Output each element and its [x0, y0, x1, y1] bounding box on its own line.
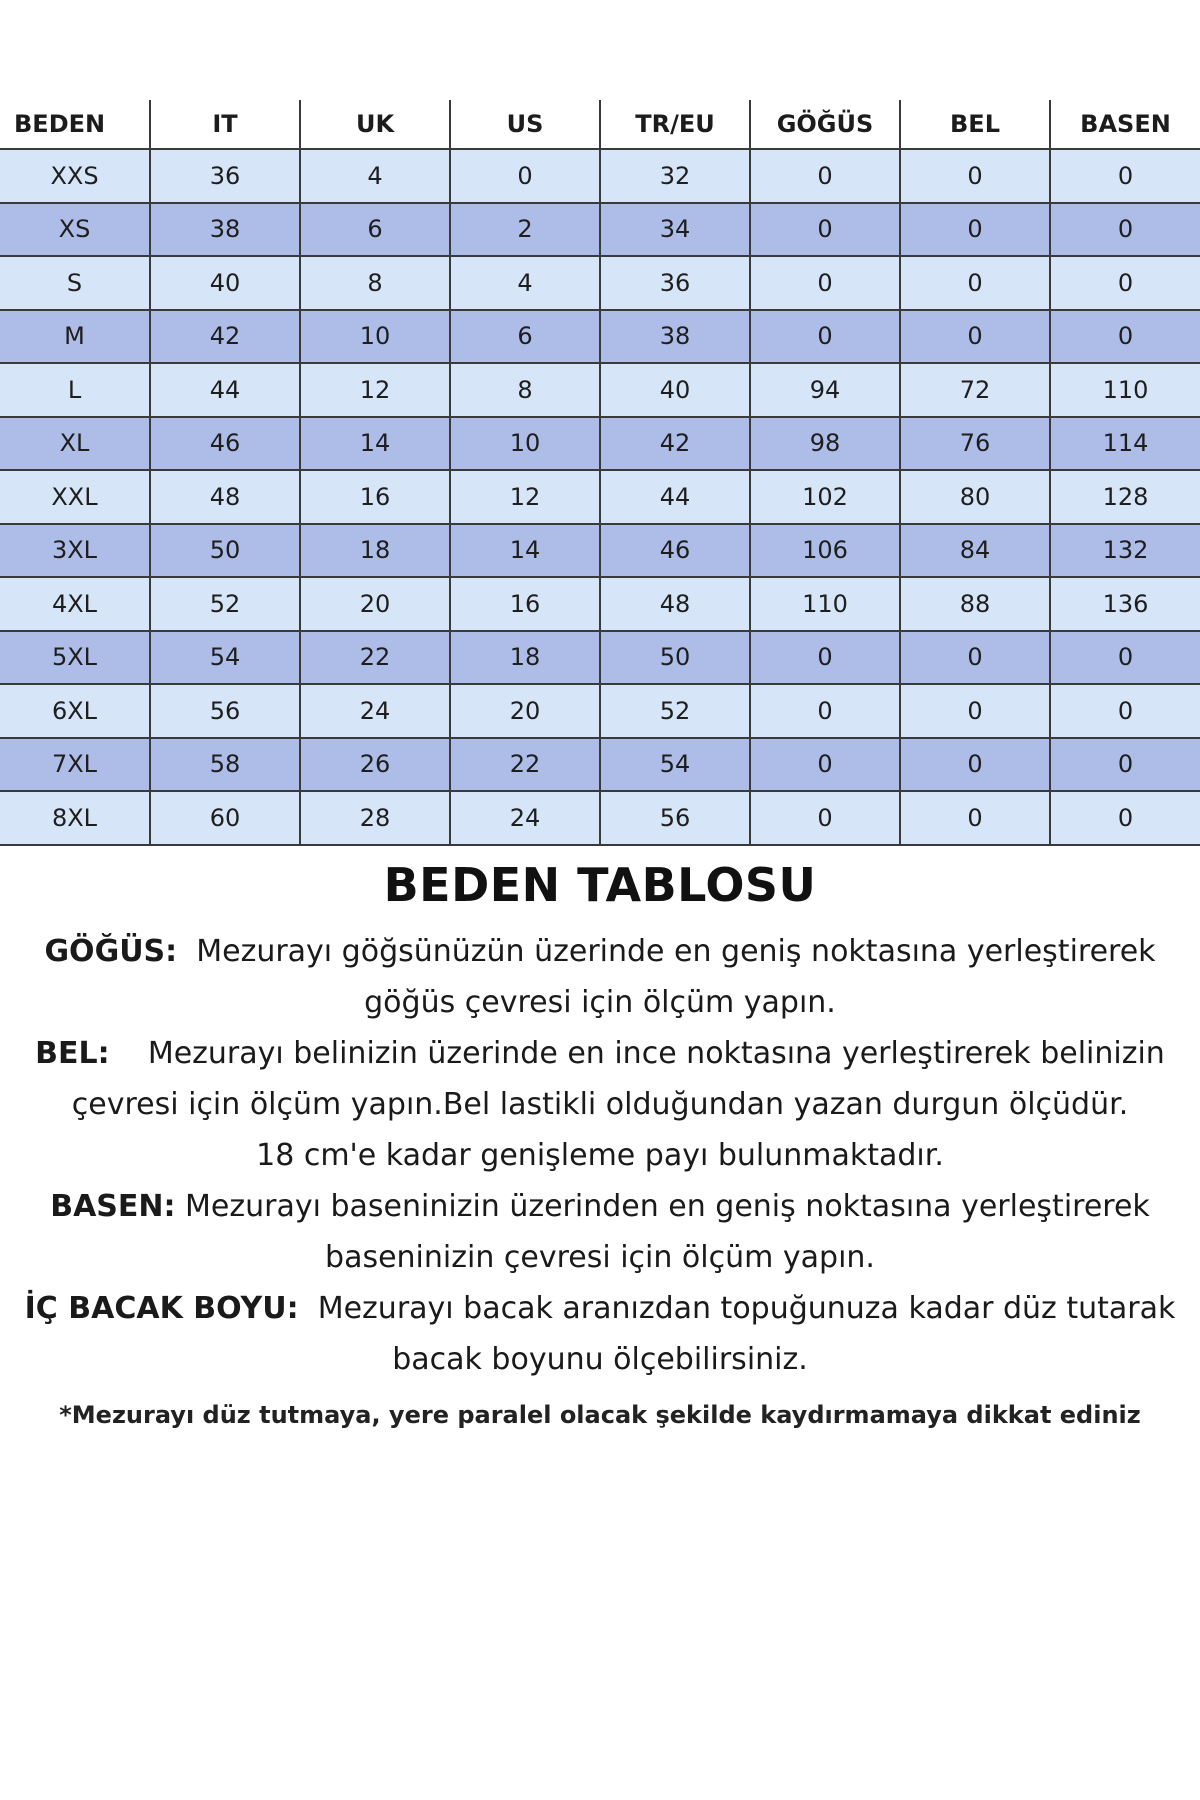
- table-cell: 0: [900, 684, 1050, 738]
- gogus-label: GÖĞÜS:: [44, 934, 178, 969]
- table-cell: 0: [1050, 149, 1200, 203]
- table-cell: 0: [750, 149, 900, 203]
- table-cell: 4: [300, 149, 450, 203]
- basen-text-1: Mezurayı baseninizin üzerinden en geniş noktasına yerleştirerek: [185, 1189, 1150, 1224]
- bel-line-1: [0, 1028, 1200, 1079]
- size-cell: 4XL: [0, 577, 150, 631]
- ic-bacak-text-1: Mezurayı bacak aranızdan topuğunuza kadar düz tutarak: [317, 1291, 1176, 1326]
- table-cell: 0: [1050, 203, 1200, 257]
- table-cell: 48: [600, 577, 750, 631]
- table-row: [0, 149, 1200, 203]
- table-cell: 110: [750, 577, 900, 631]
- table-cell: 16: [450, 577, 600, 631]
- table-cell: 8: [450, 363, 600, 417]
- size-cell: 5XL: [0, 631, 150, 685]
- table-cell: 24: [450, 791, 600, 845]
- bel-label: BEL:: [35, 1036, 110, 1071]
- gogus-line-2: göğüs çevresi için ölçüm yapın.: [364, 985, 836, 1020]
- table-cell: 0: [750, 203, 900, 257]
- table-cell: 0: [900, 203, 1050, 257]
- size-cell: 8XL: [0, 791, 150, 845]
- table-row: [0, 363, 1200, 417]
- size-cell: L: [0, 363, 150, 417]
- header-it: IT: [150, 100, 300, 149]
- table-cell: 18: [450, 631, 600, 685]
- basen-line-1: [0, 1181, 1200, 1232]
- bel-text-1: Mezurayı belinizin üzerinde en ince noktasına yerleştirerek belinizin: [147, 1036, 1165, 1071]
- table-body: [0, 149, 1200, 845]
- header-tr-eu: TR/EU: [600, 100, 750, 149]
- table-cell: 6: [300, 203, 450, 257]
- table-cell: 22: [450, 738, 600, 792]
- table-cell: 20: [450, 684, 600, 738]
- table-cell: 0: [900, 310, 1050, 364]
- table-cell: 38: [600, 310, 750, 364]
- table-cell: 0: [1050, 256, 1200, 310]
- table-cell: 24: [300, 684, 450, 738]
- size-guide: [0, 858, 1200, 1435]
- table-cell: 10: [300, 310, 450, 364]
- table-cell: 58: [150, 738, 300, 792]
- table-cell: 44: [600, 470, 750, 524]
- table-row: [0, 417, 1200, 471]
- table-cell: 84: [900, 524, 1050, 578]
- header-uk: UK: [300, 100, 450, 149]
- table-cell: 102: [750, 470, 900, 524]
- size-cell: XL: [0, 417, 150, 471]
- table-cell: 106: [750, 524, 900, 578]
- basen-label: BASEN:: [50, 1189, 176, 1224]
- table-cell: 14: [300, 417, 450, 471]
- table-cell: 48: [150, 470, 300, 524]
- size-cell: 6XL: [0, 684, 150, 738]
- table-row: [0, 738, 1200, 792]
- table-cell: 0: [900, 738, 1050, 792]
- table-cell: 0: [1050, 791, 1200, 845]
- header-gogus: GÖĞÜS: [750, 100, 900, 149]
- table-cell: 98: [750, 417, 900, 471]
- ic-bacak-line-1: [0, 1283, 1200, 1334]
- table-cell: 36: [600, 256, 750, 310]
- size-cell: XS: [0, 203, 150, 257]
- table-row: [0, 791, 1200, 845]
- table-cell: 0: [900, 149, 1050, 203]
- table-cell: 0: [1050, 310, 1200, 364]
- ic-bacak-line-2: bacak boyunu ölçebilirsiniz.: [392, 1342, 808, 1377]
- table-cell: 20: [300, 577, 450, 631]
- table-cell: 28: [300, 791, 450, 845]
- header-beden: BEDEN: [0, 100, 150, 149]
- table-cell: 88: [900, 577, 1050, 631]
- table-row: [0, 577, 1200, 631]
- table-cell: 94: [750, 363, 900, 417]
- table-cell: 128: [1050, 470, 1200, 524]
- table-cell: 136: [1050, 577, 1200, 631]
- table-cell: 12: [450, 470, 600, 524]
- table-cell: 0: [750, 631, 900, 685]
- table-cell: 4: [450, 256, 600, 310]
- table-cell: 46: [600, 524, 750, 578]
- table-cell: 0: [1050, 738, 1200, 792]
- table-cell: 56: [600, 791, 750, 845]
- ic-bacak-label: İÇ BACAK BOYU:: [24, 1291, 299, 1326]
- table-cell: 34: [600, 203, 750, 257]
- table-cell: 0: [1050, 631, 1200, 685]
- table-cell: 50: [600, 631, 750, 685]
- table-row: [0, 310, 1200, 364]
- table-cell: 36: [150, 149, 300, 203]
- table-cell: 0: [750, 791, 900, 845]
- table-cell: 26: [300, 738, 450, 792]
- table-row: [0, 684, 1200, 738]
- size-chart-table: [0, 100, 1200, 846]
- gogus-line-1: [0, 926, 1200, 977]
- size-cell: M: [0, 310, 150, 364]
- table-cell: 60: [150, 791, 300, 845]
- basen-line-2: baseninizin çevresi için ölçüm yapın.: [325, 1240, 875, 1275]
- table-cell: 76: [900, 417, 1050, 471]
- table-cell: 2: [450, 203, 600, 257]
- table-cell: 132: [1050, 524, 1200, 578]
- table-cell: 0: [750, 738, 900, 792]
- size-cell: S: [0, 256, 150, 310]
- table-cell: 72: [900, 363, 1050, 417]
- guide-title: BEDEN TABLOSU: [383, 858, 817, 912]
- table-header-row: [0, 100, 1200, 149]
- table-cell: 80: [900, 470, 1050, 524]
- table-cell: 6: [450, 310, 600, 364]
- table-cell: 12: [300, 363, 450, 417]
- table-cell: 0: [750, 256, 900, 310]
- size-cell: 3XL: [0, 524, 150, 578]
- table-cell: 32: [600, 149, 750, 203]
- bel-line-2: çevresi için ölçüm yapın.Bel lastikli olduğundan yazan durgun ölçüdür.: [71, 1087, 1129, 1122]
- table-cell: 40: [150, 256, 300, 310]
- table-cell: 110: [1050, 363, 1200, 417]
- table-cell: 10: [450, 417, 600, 471]
- table-cell: 46: [150, 417, 300, 471]
- table-cell: 40: [600, 363, 750, 417]
- table-cell: 0: [750, 684, 900, 738]
- table-cell: 114: [1050, 417, 1200, 471]
- table-cell: 14: [450, 524, 600, 578]
- table-row: [0, 524, 1200, 578]
- table-cell: 0: [750, 310, 900, 364]
- table-cell: 16: [300, 470, 450, 524]
- table-row: [0, 631, 1200, 685]
- size-cell: XXS: [0, 149, 150, 203]
- header-basen: BASEN: [1050, 100, 1200, 149]
- table-cell: 18: [300, 524, 450, 578]
- header-us: US: [450, 100, 600, 149]
- table-row: [0, 256, 1200, 310]
- table-cell: 42: [600, 417, 750, 471]
- table-cell: 0: [450, 149, 600, 203]
- table-cell: 8: [300, 256, 450, 310]
- table-cell: 52: [600, 684, 750, 738]
- table-cell: 22: [300, 631, 450, 685]
- table-row: [0, 203, 1200, 257]
- table-cell: 0: [900, 256, 1050, 310]
- table-cell: 56: [150, 684, 300, 738]
- measurement-note: *Mezurayı düz tutmaya, yere paralel olacak şekilde kaydırmamaya dikkat ediniz: [59, 1401, 1141, 1429]
- bel-line-3: 18 cm'e kadar genişleme payı bulunmaktadır.: [256, 1138, 944, 1173]
- table-cell: 50: [150, 524, 300, 578]
- table-cell: 44: [150, 363, 300, 417]
- table-cell: 0: [900, 791, 1050, 845]
- table-cell: 54: [150, 631, 300, 685]
- table-cell: 0: [1050, 684, 1200, 738]
- table-row: [0, 470, 1200, 524]
- table-cell: 38: [150, 203, 300, 257]
- size-cell: XXL: [0, 470, 150, 524]
- table-cell: 0: [900, 631, 1050, 685]
- table-cell: 54: [600, 738, 750, 792]
- gogus-text-1: Mezurayı göğsünüzün üzerinde en geniş noktasına yerleştirerek: [196, 934, 1156, 969]
- header-bel: BEL: [900, 100, 1050, 149]
- table-cell: 52: [150, 577, 300, 631]
- size-cell: 7XL: [0, 738, 150, 792]
- table-cell: 42: [150, 310, 300, 364]
